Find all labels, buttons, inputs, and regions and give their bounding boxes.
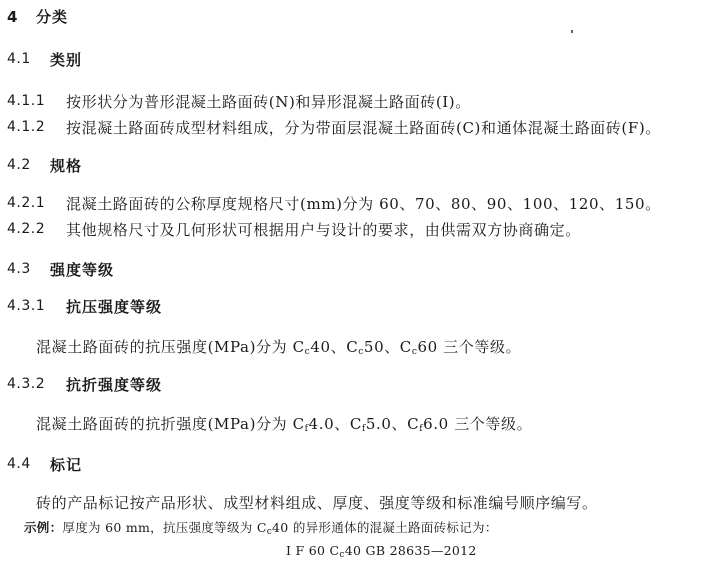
compressive-text-v3: 60 三个等级。 [417, 338, 522, 356]
flexural-sub-3: f [419, 424, 424, 434]
section-4-3-2-title: 抗折强度等级 [66, 376, 163, 394]
example-sub: c [266, 527, 273, 537]
section-4-3-1-number: 4.3.1 [7, 298, 46, 314]
section-4-4-number: 4.4 [7, 456, 31, 472]
mark-text-post: 40 GB 28635—2012 [344, 543, 477, 558]
mark-text-pre: I F 60 C [286, 543, 340, 558]
flexural-text-v1: 4.0、C [308, 415, 362, 433]
flexural-text-v3: 6.0 三个等级。 [423, 415, 533, 433]
flexural-strength-paragraph [36, 413, 532, 434]
section-4-1-1-text: 按形状分为普形混凝土路面砖(N)和异形混凝土路面砖(I)。 [66, 93, 471, 111]
example-text-post: 40 的异形通体的混凝土路面砖标记为： [272, 520, 498, 535]
section-4-1-1-number: 4.1.1 [7, 93, 46, 109]
section-4-2-1-text: 混凝土路面砖的公称厚度规格尺寸(mm)分为 60、70、80、90、100、120、150。 [66, 195, 661, 213]
section-4-4-title: 标记 [50, 456, 83, 474]
example-line [24, 518, 498, 536]
marking-paragraph: 砖的产品标记按产品形状、成型材料组成、厚度、强度等级和标准编号顺序编写。 [36, 494, 598, 512]
section-4-title: 分类 [36, 8, 69, 26]
compressive-sub-3: c [411, 347, 418, 357]
example-text-pre: 厚度为 60 mm，抗压强度等级为 C [62, 520, 267, 535]
section-4-1-2-text: 按混凝土路面砖成型材料组成，分为带面层混凝土路面砖(C)和通体混凝土路面砖(F)。 [66, 119, 661, 137]
mark-sub: c [339, 550, 345, 560]
section-4-2-2-text: 其他规格尺寸及几何形状可根据用户与设计的要求，由供需双方协商确定。 [66, 221, 581, 239]
section-4-1-number: 4.1 [7, 51, 31, 67]
scan-speck [571, 30, 573, 33]
section-4-2-number: 4.2 [7, 157, 31, 173]
compressive-strength-paragraph [36, 336, 521, 357]
section-4-3-number: 4.3 [7, 261, 31, 277]
section-4-1-title: 类别 [50, 51, 83, 69]
example-label: 示例： [24, 520, 63, 535]
compressive-sub-1: c [304, 347, 311, 357]
example-mark-code [286, 543, 477, 558]
compressive-text-pre: 混凝土路面砖的抗压强度(MPa)分为 C [36, 338, 305, 356]
compressive-sub-2: c [358, 347, 364, 357]
section-4-2-title: 规格 [50, 157, 83, 175]
section-4-1-2-number: 4.1.2 [7, 119, 46, 135]
flexural-text-pre: 混凝土路面砖的抗折强度(MPa)分为 C [36, 415, 305, 433]
section-4-2-2-number: 4.2.2 [7, 221, 46, 237]
section-4-3-2-number: 4.3.2 [7, 376, 46, 392]
compressive-text-v1: 40、C [310, 338, 359, 356]
section-4-number: 4 [7, 8, 18, 26]
flexural-text-v2: 5.0、C [365, 415, 420, 433]
flexural-sub-1: f [304, 424, 309, 434]
compressive-text-v2: 50、C [363, 338, 412, 356]
section-4-3-1-title: 抗压强度等级 [66, 298, 163, 316]
section-4-2-1-number: 4.2.1 [7, 195, 46, 211]
flexural-sub-2: f [361, 424, 366, 434]
section-4-3-title: 强度等级 [50, 261, 115, 279]
